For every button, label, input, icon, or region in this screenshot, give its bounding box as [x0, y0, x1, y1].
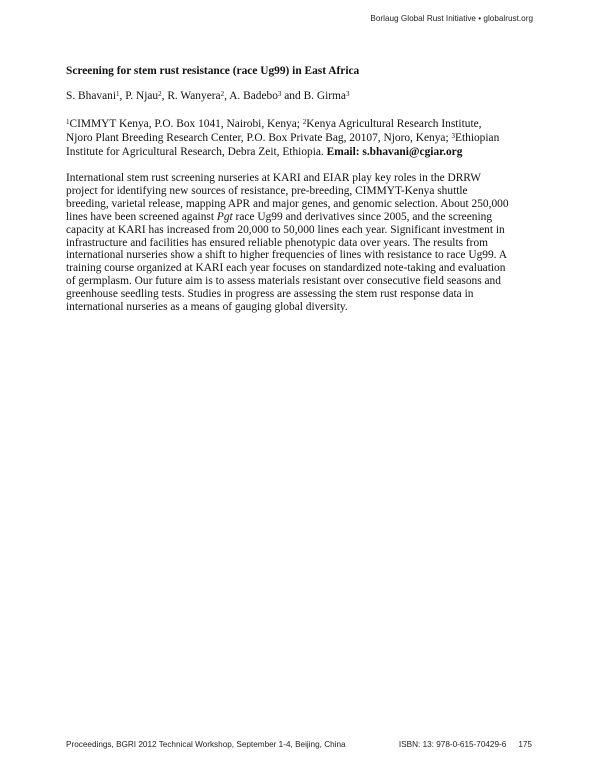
author-affiliation-mark: 2 [220, 90, 225, 99]
running-head: Borlaug Global Rust Initiative • globalrust.org [370, 14, 533, 23]
author-affiliation-mark: 1 [116, 90, 120, 99]
author-affiliation-mark: 3 [277, 90, 282, 99]
author-name: S. Bhavani [66, 90, 116, 102]
affiliation-text: Institute for Agricultural Research, Debra Zeit, Ethiopia. [66, 145, 327, 158]
article-title: Screening for stem rust resistance (race Ug99) in East Africa [66, 65, 360, 77]
author-separator: , [224, 90, 230, 102]
author-separator: and [281, 90, 304, 102]
abstract-line: international nurseries show a shift to higher frequencies of lines with resistance to race Ug99. A [66, 249, 507, 262]
abstract-line: international nurseries as a means of gauging global diversity. [66, 301, 348, 314]
abstract-line: International stem rust screening nurseries at KARI and EIAR play key roles in the DRRW [66, 172, 482, 184]
abstract-line: of germplasm. Our future aim is to assess materials resistant over consecutive field seasons and [66, 275, 501, 288]
page-number: 175 [518, 740, 532, 749]
abstract-line: project for identifying new sources of resistance, pre-breeding, CIMMYT-Kenya shuttle [66, 184, 468, 197]
abstract-line: capacity at KARI has increased from 20,000 to 50,000 lines each year. Significant investment in [66, 223, 505, 236]
abstract-line: training course organized at KARI each year focuses on standardized note-taking and evaluation [66, 262, 506, 275]
abstract-text: race Ug99 and derivatives since 2005, and the screening [232, 210, 493, 223]
author-name: R. Wanyera [167, 90, 221, 102]
footer-right [399, 740, 532, 749]
author-name: P. Njau [125, 90, 159, 102]
abstract-line: greenhouse seedling tests. Studies in progress are assessing the stem rust response data in [66, 288, 474, 301]
abstract-line [66, 211, 536, 224]
author-list [66, 89, 536, 103]
affiliation-mark: 3 [451, 132, 455, 141]
affiliation-mark: 2 [302, 118, 307, 127]
abstract-line: breeding, varietal release, mapping APR and major genes, and genomic selection. About 250,000 [66, 197, 509, 210]
author-name: A. Badebo [229, 90, 278, 102]
affiliations [66, 118, 536, 160]
affiliation-line [66, 118, 536, 132]
affiliation-mark: 1 [66, 118, 70, 127]
author-affiliation-mark: 3 [345, 90, 350, 99]
pathogen-abbreviation: Pgt [216, 210, 233, 223]
affiliation-line [66, 146, 536, 160]
footer-isbn: ISBN: 13: 978-0-615-70429-6 [398, 740, 507, 749]
affiliation-text: Ethiopian [455, 131, 500, 144]
author-name: B. Girma [303, 90, 346, 102]
author-separator: , [119, 90, 126, 102]
author-affiliation-mark: 2 [158, 90, 162, 99]
affiliation-text: CIMMYT Kenya, P.O. Box 1041, Nairobi, Kenya; [69, 118, 303, 130]
contact-email[interactable]: Email: s.bhavani@cgiar.org [326, 145, 463, 158]
footer-proceedings: Proceedings, BGRI 2012 Technical Workshop, September 1-4, Beijing, China [66, 740, 346, 749]
affiliation-line [66, 132, 536, 146]
author-separator: , [161, 90, 168, 102]
affiliation-text: Njoro Plant Breeding Research Center, P.O. Box Private Bag, 20107, Njoro, Kenya; [66, 131, 452, 144]
affiliation-text: Kenya Agricultural Research Institute, [306, 118, 482, 130]
abstract-paragraph [66, 172, 536, 314]
abstract-text: lines have been screened against [66, 210, 217, 223]
abstract-line: infrastructure and facilities has ensured reliable phenotypic data over years. The results from [66, 236, 489, 249]
